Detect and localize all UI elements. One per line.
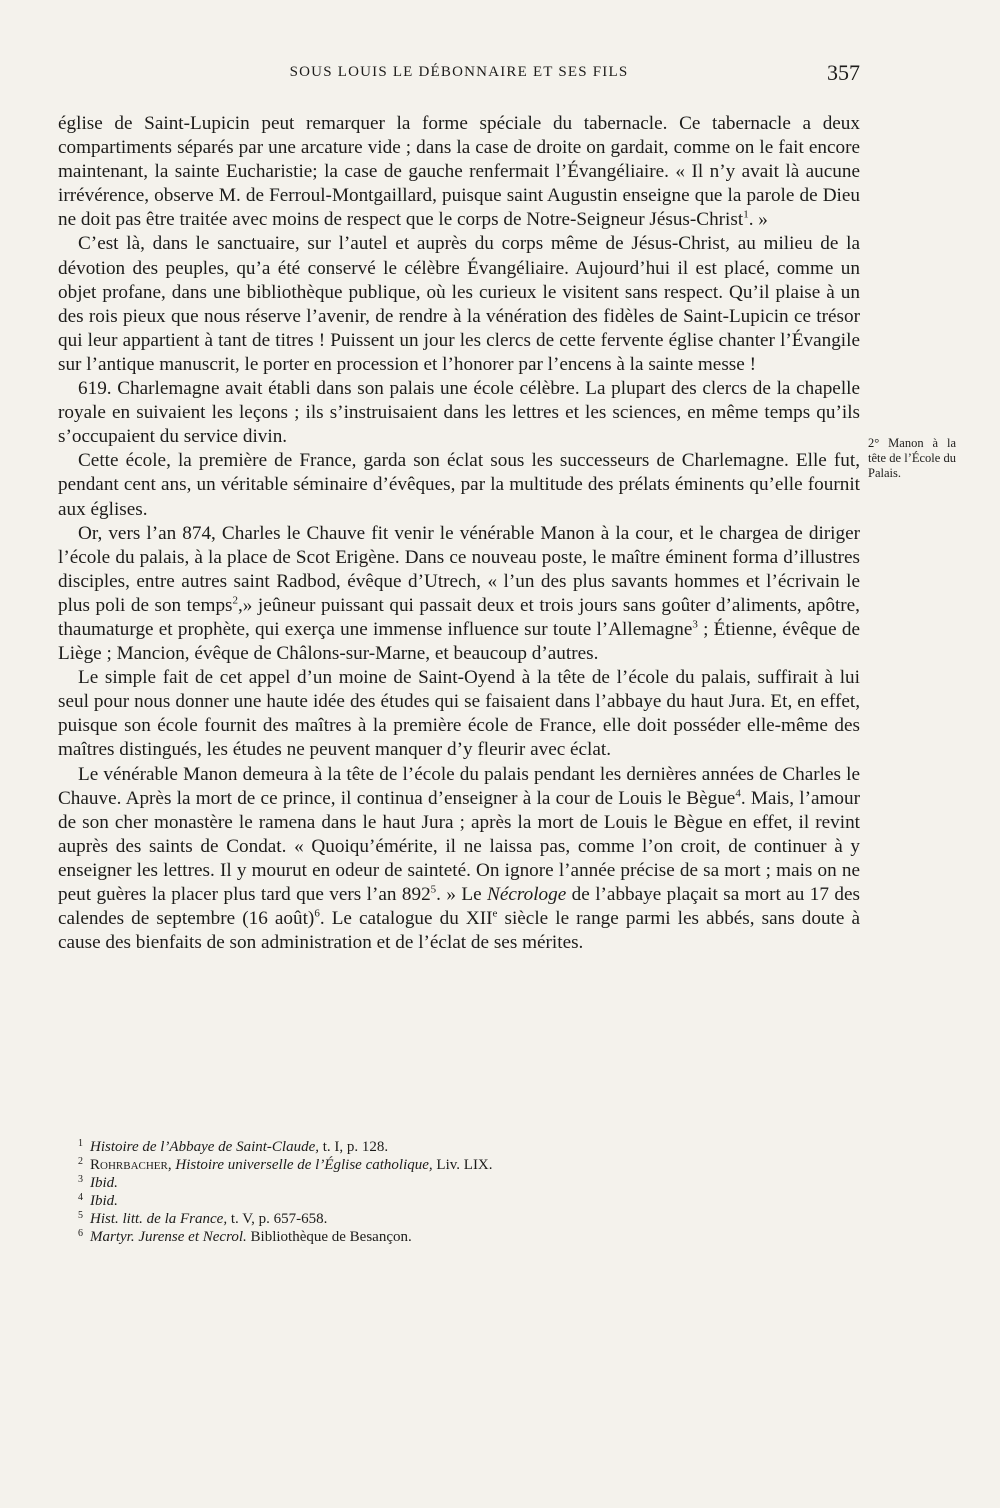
footnote-title: Histoire universelle de l’Église catholique, <box>171 1157 433 1173</box>
paragraph-7-text-d: de l’abbaye plaçait sa mort au 17 des calendes de septembre (16 août) <box>58 884 860 930</box>
paragraph-6: Le simple fait de cet appel d’un moine de Saint-Oyend à la tête de l’école du palais, suffirait à lui seul pour nous donner une haute idée des études qui se faisaient dans l’abbaye du haut Jura. Et, en effet, puisque son école fournit des maîtres à la première école de France, elle doit posséder elle-même des maîtres distingués, les études ne peuvent manquer d’y fleurir avec éclat. <box>58 667 860 761</box>
paragraph-5-text-b: ,» jeûneur puissant qui passait deux et trois jours sans goûter d’aliments, apôtre, thaumaturge et prophète, qui exerça une immense influence sur toute l’Allemagne <box>58 594 860 640</box>
paragraph-5-text-c: ; Étienne, évêque de Liège ; Mancion, évêque de Châlons-sur-Marne, et beaucoup d’autres. <box>58 618 861 665</box>
footnote-rest: Bibliothèque de Besançon. <box>246 1229 412 1245</box>
footnote-2 <box>78 1156 778 1174</box>
footnote-ref-3: 3 <box>692 618 698 631</box>
footnote-title: Ibid. <box>90 1193 118 1209</box>
footnote-number: 3 <box>78 1174 83 1185</box>
century-superscript: e <box>492 907 498 920</box>
paragraph-7-text-a: Le vénérable Manon demeura à la tête de l’école du palais pendant les dernières années de Charles le Chauve. Après la mort de ce prince, il continua d’enseigner à la cour de Louis le Bègue <box>58 763 860 809</box>
footnote-ref-2: 2 <box>232 594 238 607</box>
footnote-ref-1: 1 <box>743 208 749 221</box>
body-text <box>58 112 860 955</box>
running-head: SOUS LOUIS LE DÉBONNAIRE ET SES FILS <box>289 64 629 80</box>
footnote-ref-4: 4 <box>735 787 741 800</box>
footnote-text <box>90 1138 778 1156</box>
footnote-author: Rohrbacher, <box>90 1157 172 1173</box>
footnote-title: Hist. litt. de la France, <box>90 1211 228 1227</box>
footnote-text <box>90 1192 778 1210</box>
footnote-3 <box>78 1174 778 1192</box>
page-header <box>58 60 860 90</box>
footnote-text <box>90 1156 778 1174</box>
paragraph-619: 619. Charlemagne avait établi dans son palais une école célèbre. La plupart des clercs de la chapelle royale en suivaient les leçons ; ils s’instruisaient dans les lettres et les sciences, en même temps qu’ils s’occupaient du service divin. <box>58 378 860 448</box>
paragraph-5 <box>58 522 860 667</box>
footnote-6 <box>78 1228 778 1246</box>
paragraph-4: Cette école, la première de France, garda son éclat sous les successeurs de Charlemagne. Elle fut, pendant cent ans, un véritable séminaire d’évêques, par la multitude des prélats éminents qu’elle fournit aux églises. <box>58 450 860 520</box>
footnote-4 <box>78 1192 778 1210</box>
footnotes <box>78 1138 778 1246</box>
paragraph-7 <box>58 763 860 956</box>
footnote-number: 5 <box>78 1210 83 1221</box>
footnote-1 <box>78 1138 778 1156</box>
footnote-5 <box>78 1210 778 1228</box>
page-number: 357 <box>827 60 860 85</box>
footnote-number: 4 <box>78 1192 83 1203</box>
paragraph-2: C’est là, dans le sanctuaire, sur l’autel et auprès du corps même de Jésus-Christ, au milieu de la dévotion des peuples, qu’a été conservé le célèbre Évangéliaire. Aujourd’hui il est placé, comme un objet profane, dans une bibliothèque publique, où les curieux le visitent sans respect. Qu’il plaise à un des rois pieux que nous réserve l’avenir, de rendre à la vénération des fidèles de Saint-Lupicin ce trésor qui leur appartient à tant de titres ! Puissent un jour les clercs de cette fervente église chanter l’Évangile sur l’antique manuscrit, le porter en procession et l’honorer par l’encens à la sainte messe ! <box>58 233 860 375</box>
paragraph-1 <box>58 112 860 232</box>
footnote-ref-6: 6 <box>314 907 320 920</box>
paragraph-7-text-c: . » Le <box>436 884 488 905</box>
paragraph-7-text-b: . Mais, l’amour de son cher monastère le ramena dans le haut Jura ; après la mort de Louis le Bègue en effet, il revint auprès des saints de Condat. « Quoiqu’émérite, il ne laissa pas, comme l’on croit, de continuer à y enseigner les lettres. Il y mourut en odeur de sainteté. On ignore l’année précise de sa mort ; mais on ne peut guères la placer plus tard que vers l’an 892 <box>58 787 860 905</box>
footnote-ref-5: 5 <box>430 883 437 896</box>
footnote-number: 6 <box>78 1228 83 1239</box>
footnote-rest: t. I, p. 128. <box>318 1139 389 1155</box>
margin-note: 2° Manon à la tête de l’École du Palais. <box>868 436 956 480</box>
footnote-number: 2 <box>78 1156 83 1167</box>
necrologe-title: Nécrologe <box>487 884 567 905</box>
paragraph-7-text-e: . Le catalogue du XII <box>319 908 493 930</box>
paragraph-5-text-a: Or, vers l’an 874, Charles le Chauve fit venir le vénérable Manon à la cour, et le chargea de diriger l’école du palais, à la place de Scot Erigène. Dans ce nouveau poste, le maître éminent forma d’illustres disciples, entre autres saint Radbod, évêque d’Utrech, « l’un des plus savants hommes et l’écrivain le plus poli de son temps <box>58 522 860 616</box>
footnote-title: Ibid. <box>90 1175 118 1191</box>
footnote-title: Martyr. Jurense et Necrol. <box>90 1229 247 1245</box>
paragraph-7-text-f: siècle le range parmi les abbés, sans doute à cause des bienfaits de son administration et de l’éclat de ses mérites. <box>58 908 860 954</box>
paragraph-1-text: église de Saint-Lupicin peut remarquer la forme spéciale du tabernacle. Ce tabernacle a deux compartiments séparés par une arcature vide ; dans la case de droite on gardait, comme on le fait encore maintenant, la sainte Eucharistie; la case de gauche renfermait l’Évangéliaire. « Il n’y avait là aucune irrévérence, observe M. de Ferroul-Montgaillard, puisque saint Augustin enseigne que la parole de Dieu ne doit pas être traitée avec moins de respect que le corps de Notre-Seigneur Jésus-Christ <box>58 113 860 231</box>
footnote-text <box>90 1174 778 1192</box>
footnote-number: 1 <box>78 1138 83 1149</box>
footnote-rest: Liv. LIX. <box>432 1157 493 1173</box>
footnote-title: Histoire de l’Abbaye de Saint-Claude, <box>90 1139 319 1155</box>
footnote-text <box>90 1210 778 1228</box>
paragraph-1-end: . » <box>748 209 768 231</box>
footnote-rest: t. V, p. 657-658. <box>227 1211 328 1227</box>
footnote-text <box>90 1228 778 1246</box>
